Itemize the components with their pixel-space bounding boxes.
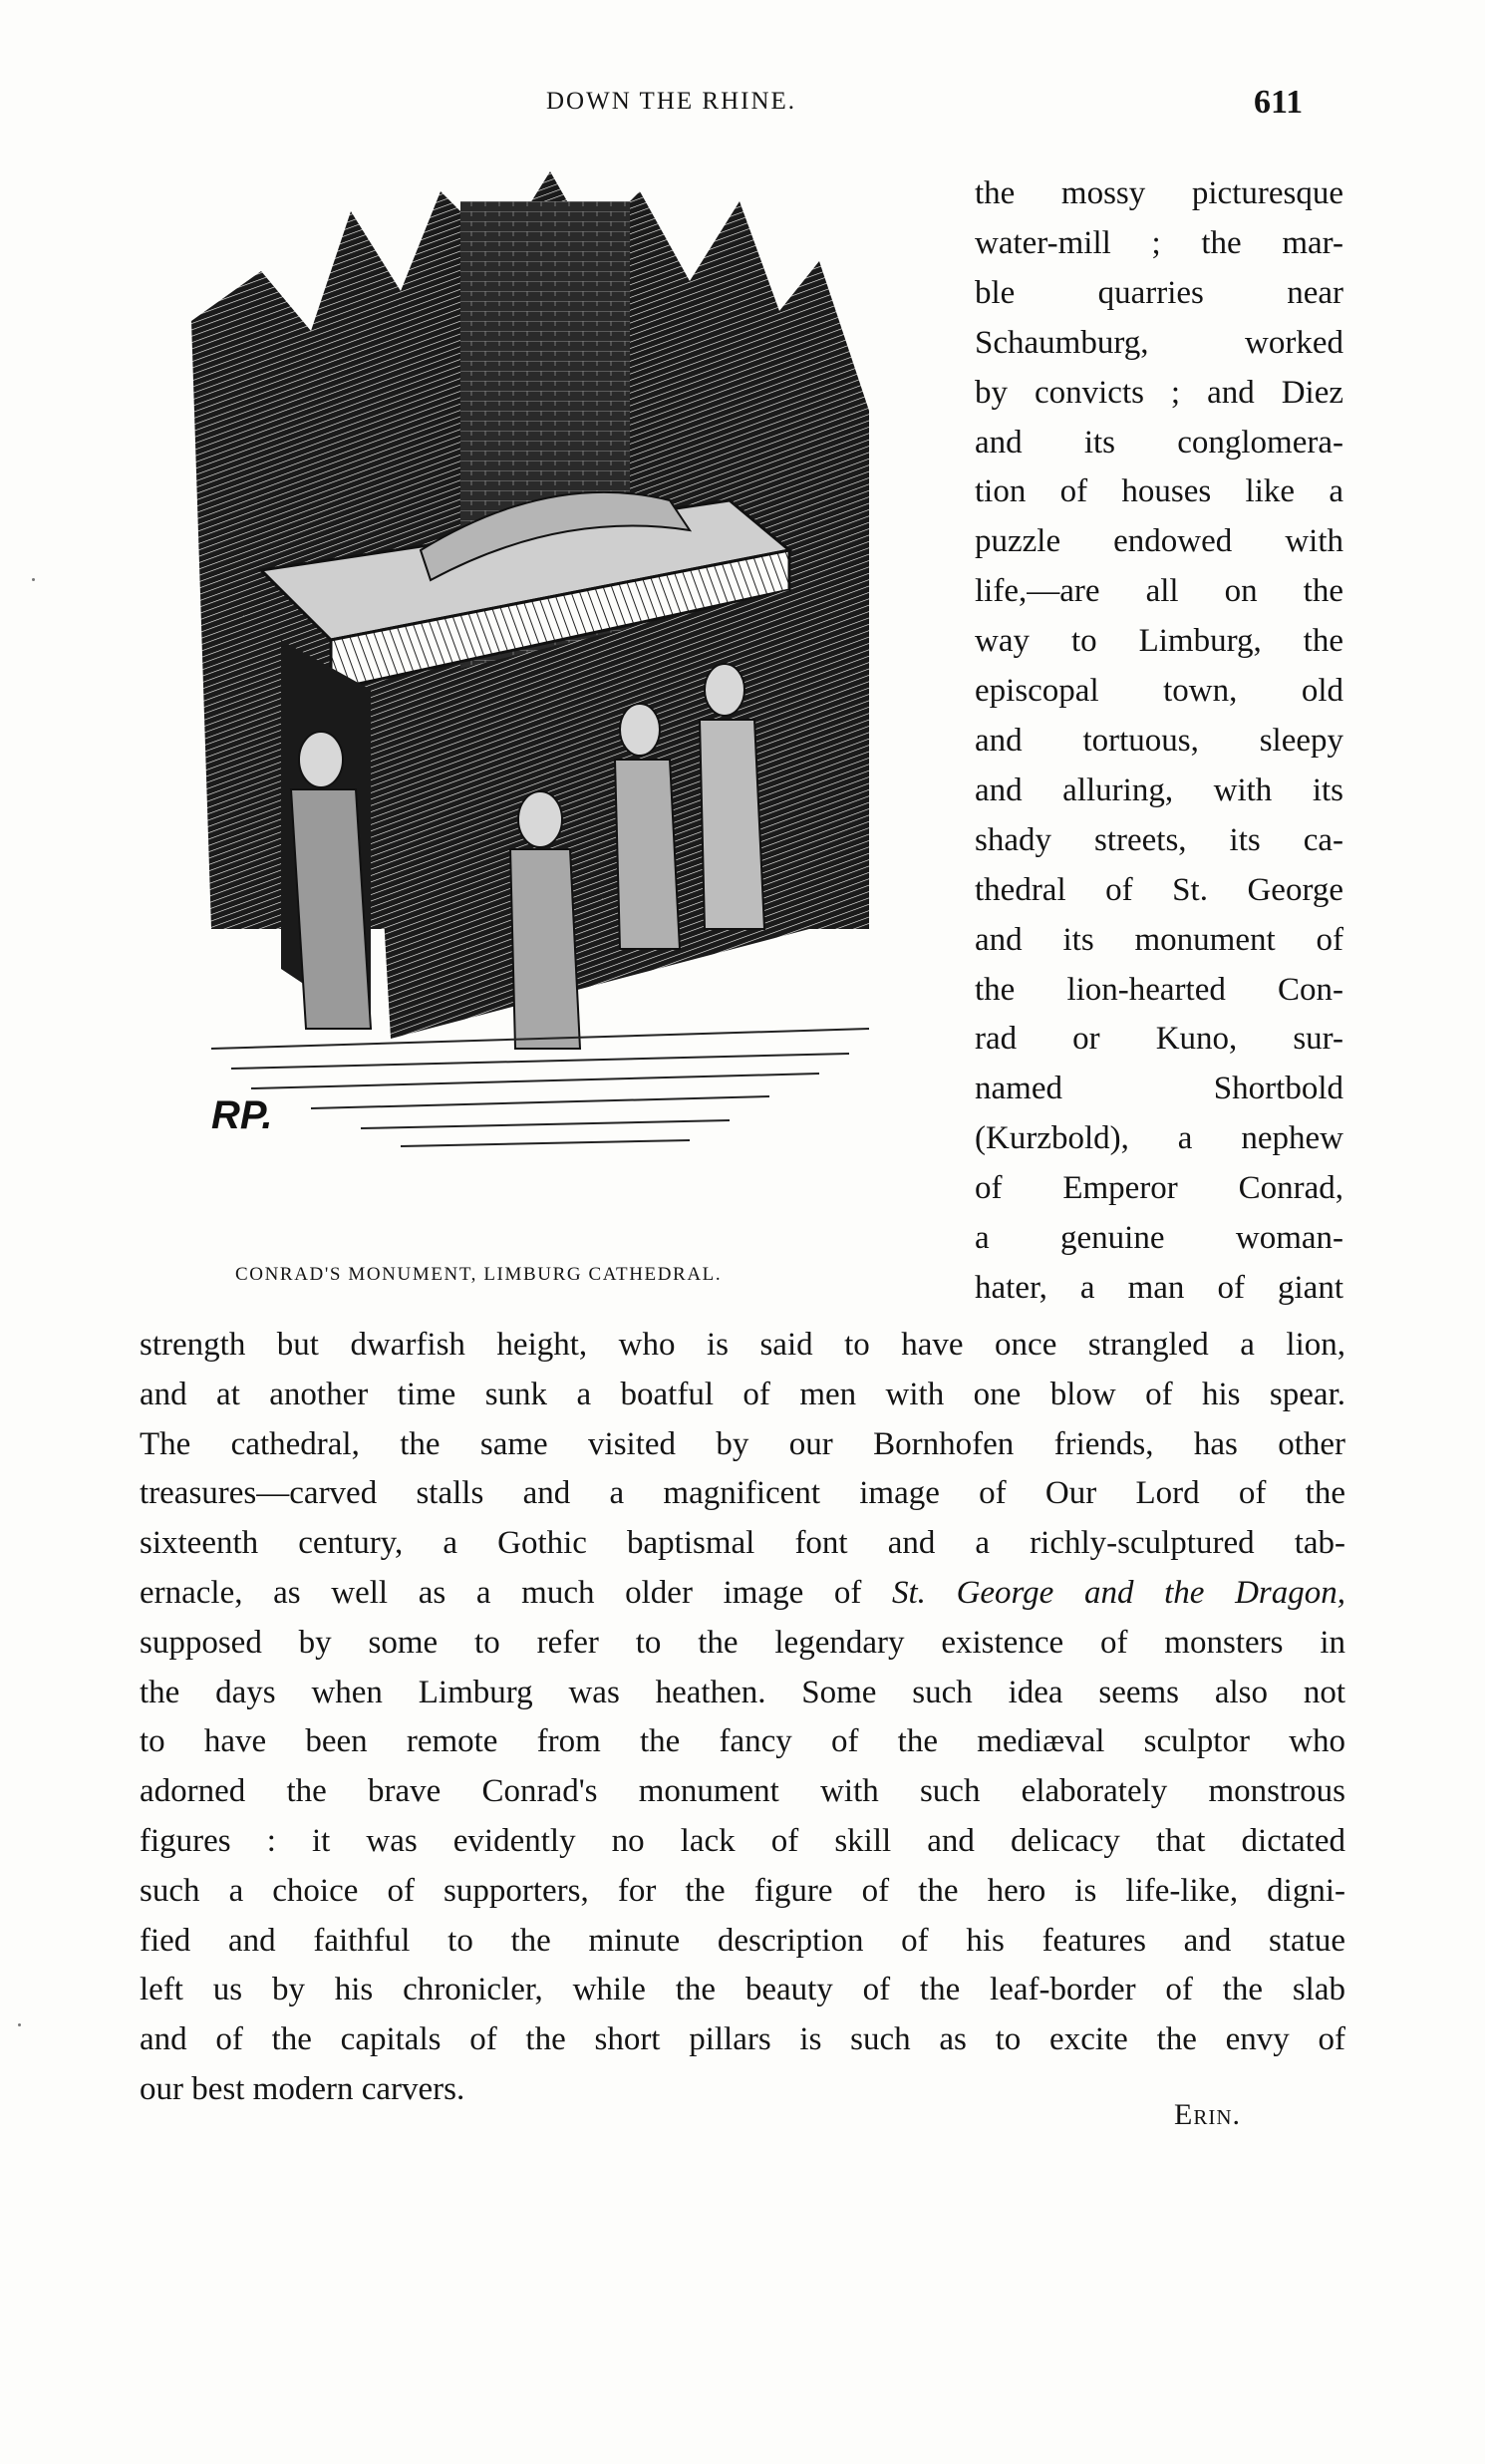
- text-line: adorned the brave Conrad's monument with such elaborately monstrous: [140, 1773, 1345, 1810]
- conrads-monument-engraving: [171, 171, 949, 1243]
- text-line: The cathedral, the same visited by our Bornhofen friends, has other: [140, 1425, 1345, 1462]
- text-line: a genuine woman-: [975, 1220, 1343, 1257]
- text-line: way to Limburg, the: [975, 623, 1343, 660]
- artist-monogram: RP.: [211, 1093, 273, 1137]
- text-line: treasures—carved stalls and a magnificent image of Our Lord of the: [140, 1475, 1345, 1512]
- body-text: [140, 1321, 1345, 2115]
- text-line: our best modern carvers.: [140, 2070, 465, 2107]
- text-line: to have been remote from the fancy of the mediæval sculptor who: [140, 1723, 1345, 1760]
- text-line: fied and faithful to the minute description of his features and statue: [140, 1922, 1345, 1959]
- author-signature: Erin.: [1174, 2098, 1241, 2131]
- text-line: tion of houses like a: [975, 473, 1343, 510]
- text-line: puzzle endowed with: [975, 523, 1343, 560]
- figure-caption: CONRAD'S MONUMENT, LIMBURG CATHEDRAL.: [235, 1264, 723, 1285]
- running-head: DOWN THE RHINE.: [546, 88, 797, 115]
- text-line: shady streets, its ca-: [975, 821, 1343, 858]
- text-line: hater, a man of giant: [975, 1269, 1343, 1306]
- text-line: figures : it was evidently no lack of skill and delicacy that dictated: [140, 1822, 1345, 1859]
- page-number: 611: [1254, 84, 1304, 121]
- text-line: the days when Limburg was heathen. Some such idea seems also not: [140, 1674, 1345, 1710]
- text-line: the mossy picturesque: [975, 175, 1343, 211]
- text-line: sixteenth century, a Gothic baptismal font and a richly-sculptured tab-: [140, 1525, 1345, 1562]
- text-line: the lion-hearted Con-: [975, 971, 1343, 1008]
- text-line: Schaumburg, worked: [975, 324, 1343, 361]
- text-line: water-mill ; the mar-: [975, 224, 1343, 261]
- artwork-title: St. George and the Dragon,: [892, 1574, 1345, 1611]
- text-line: and its conglomera-: [975, 424, 1343, 461]
- text-line: left us by his chronicler, while the beauty of the leaf-border of the slab: [140, 1972, 1345, 2008]
- text-line: (Kurzbold), a nephew: [975, 1120, 1343, 1157]
- text-line: of Emperor Conrad,: [975, 1170, 1343, 1207]
- text-line: life,—are all on the: [975, 573, 1343, 610]
- text-line: and of the capitals of the short pillars is such as to excite the envy of: [140, 2021, 1345, 2058]
- text-line: strength but dwarfish height, who is said to have once strangled a lion,: [140, 1327, 1345, 1363]
- text-line: and at another time sunk a boatful of men with one blow of his spear.: [140, 1376, 1345, 1412]
- text-line: named Shortbold: [975, 1071, 1343, 1107]
- side-column-text: [975, 169, 1343, 1314]
- text-line: ernacle, as well as a much older image of St. George and the Dragon,: [140, 1574, 1345, 1611]
- text-line: by convicts ; and Diez: [975, 374, 1343, 411]
- text-line: episcopal town, old: [975, 673, 1343, 710]
- text-line: and its monument of: [975, 921, 1343, 958]
- margin-speck: [18, 2023, 21, 2026]
- text-line: and tortuous, sleepy: [975, 722, 1343, 759]
- margin-speck: [32, 578, 35, 581]
- text-line: ble quarries near: [975, 274, 1343, 311]
- text-line: rad or Kuno, sur-: [975, 1021, 1343, 1058]
- text-line: and alluring, with its: [975, 771, 1343, 808]
- text-line: supposed by some to refer to the legendary existence of monsters in: [140, 1624, 1345, 1661]
- text-line: such a choice of supporters, for the figure of the hero is life-like, digni-: [140, 1872, 1345, 1909]
- text-line: thedral of St. George: [975, 871, 1343, 908]
